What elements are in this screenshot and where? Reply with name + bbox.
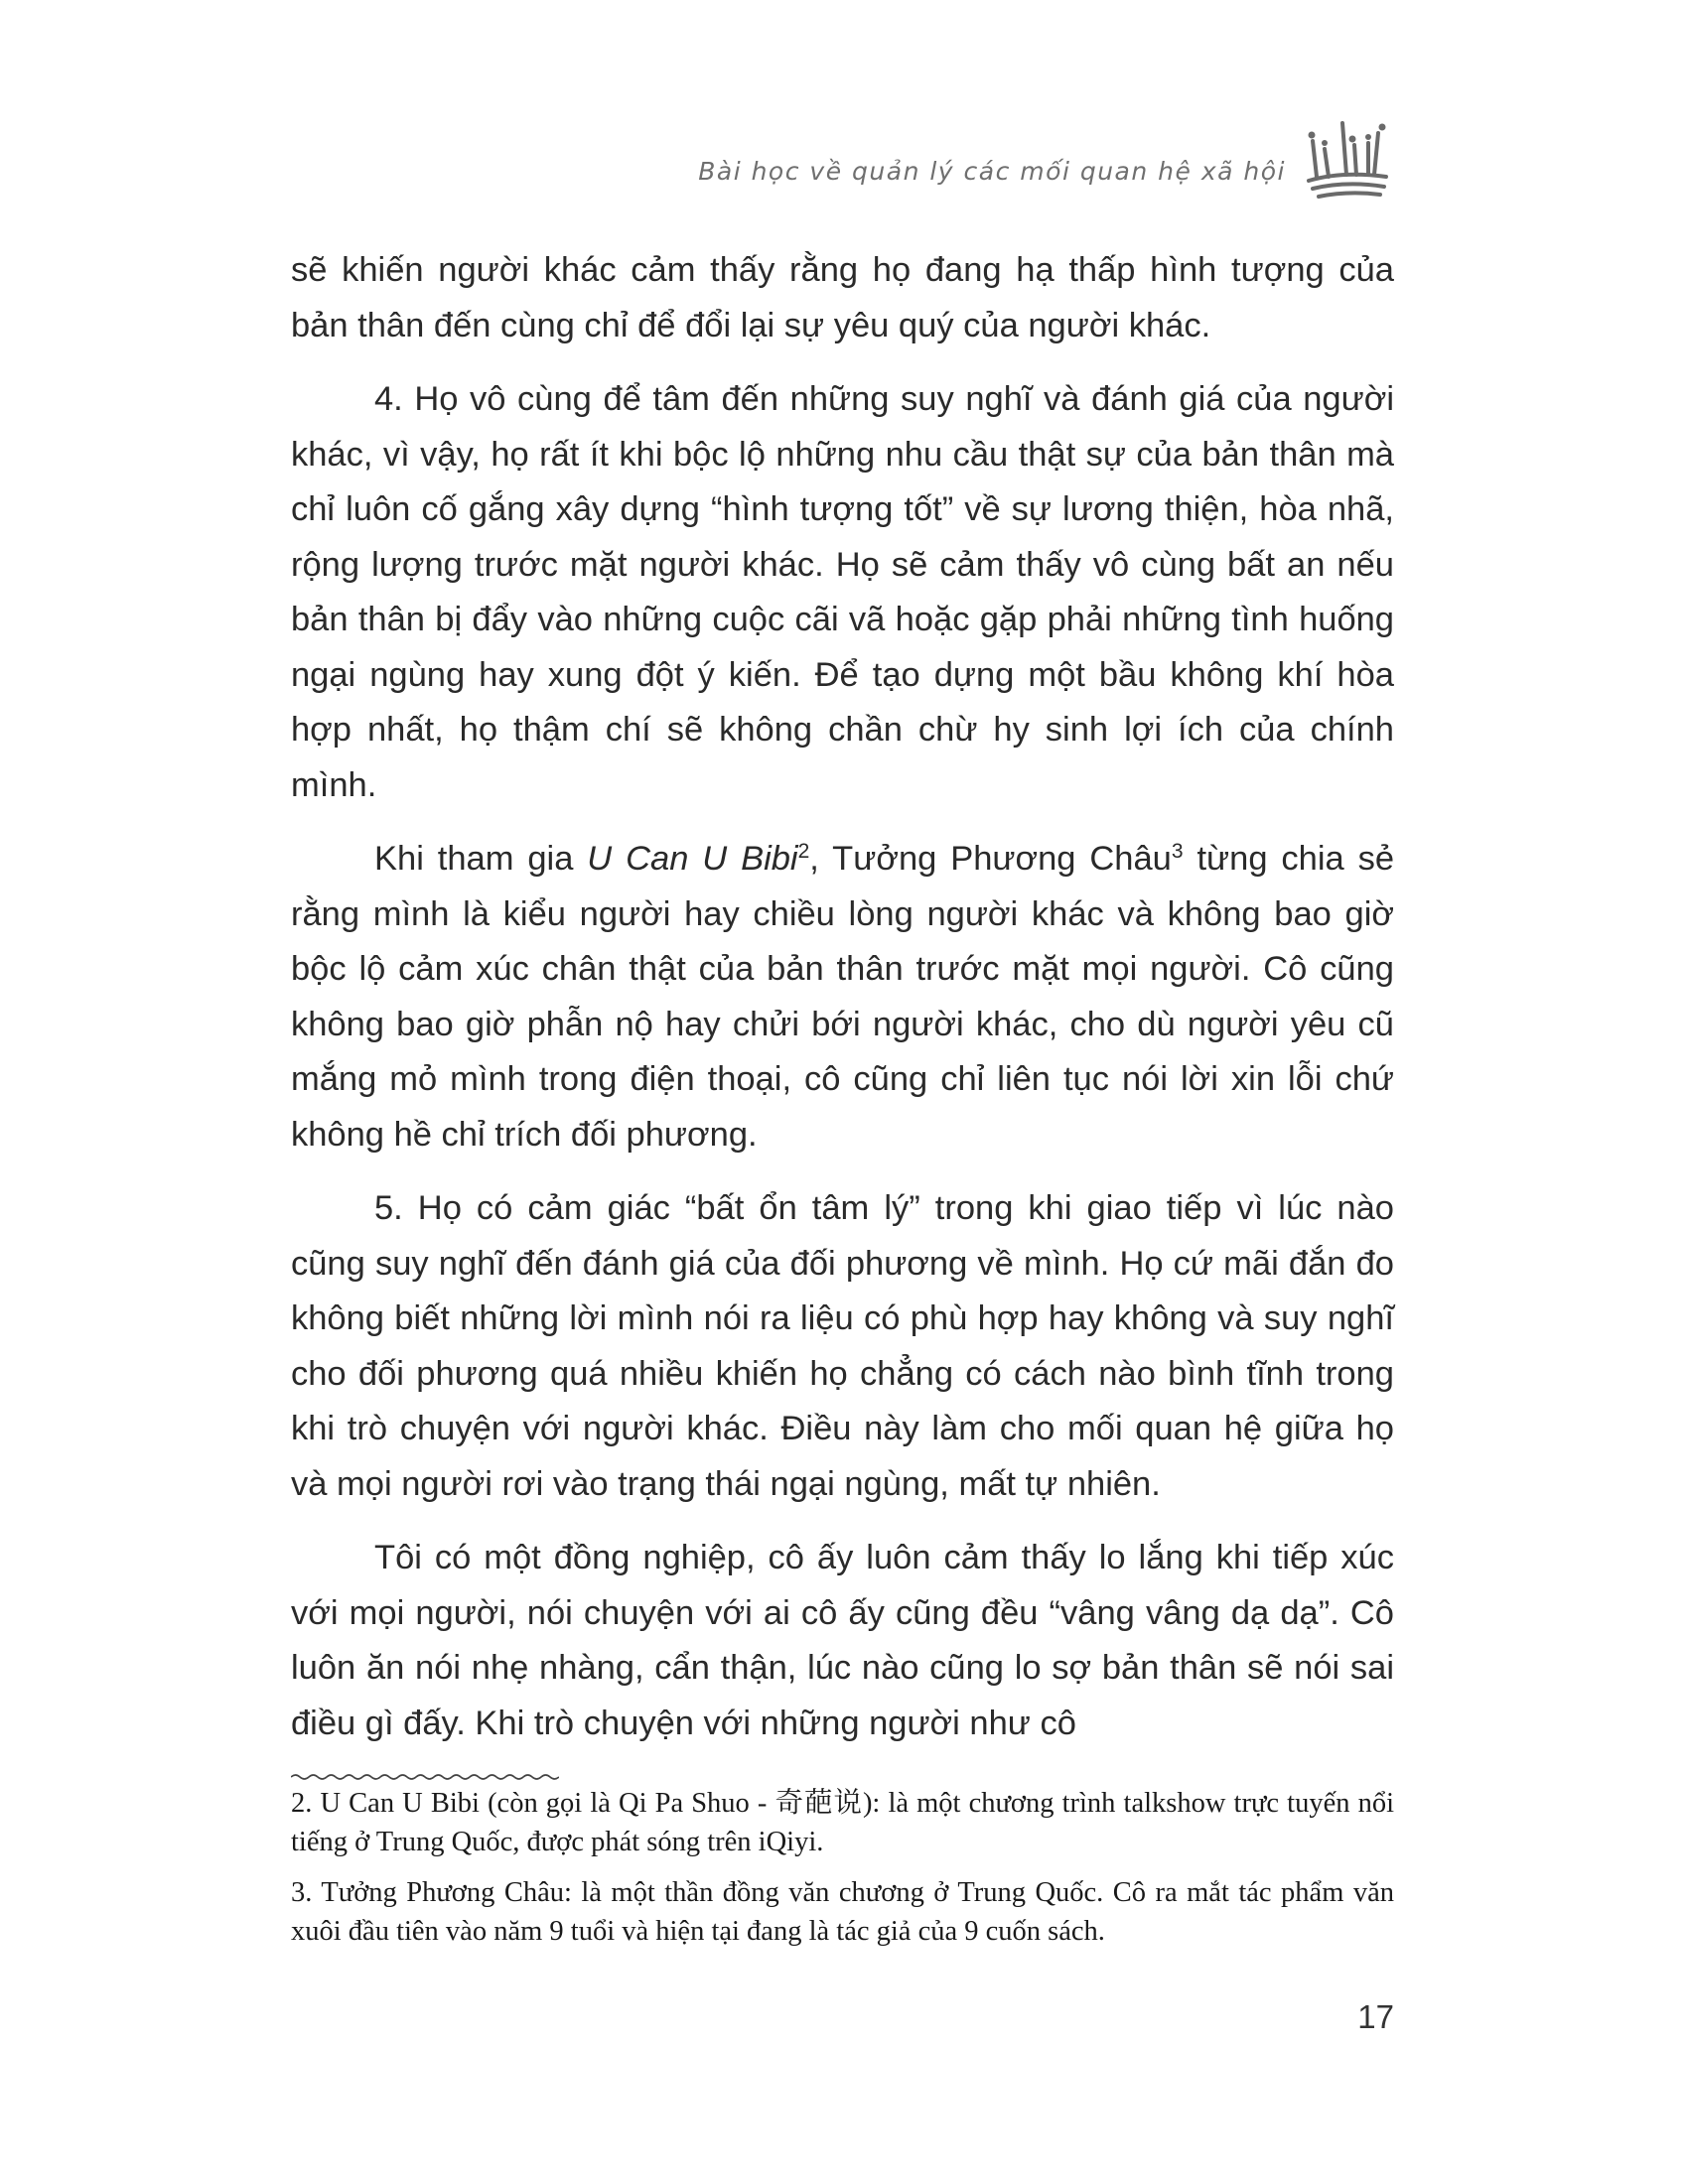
footnote-2: 2. U Can U Bibi (còn gọi là Qi Pa Shuo - 奇葩说): là một chương trình talkshow trực tuyến nổi tiếng ở Trung Quốc, được phát sóng trên iQiyi.	[291, 1788, 1394, 1857]
paragraph-3-mid: , Tưởng Phương Châu	[809, 840, 1172, 878]
show-title: U Can U Bibi	[587, 840, 798, 878]
footnote-divider	[291, 1771, 559, 1783]
paragraph-4: 5. Họ có cảm giác “bất ổn tâm lý” trong khi giao tiếp vì lúc nào cũng suy nghĩ đến đánh giá của đối phương về mình. Họ cứ mãi đắn đo không biết những lời mình nói ra liệu có phù hợp hay không và suy nghĩ cho đối phương quá nhiều khiến họ chẳng có cách nào bình tĩnh trong khi trò chuyện với người khác. Điều này làm cho mối quan hệ giữa họ và mọi người rơi vào trạng thái ngại ngùng, mất tự nhiên.	[291, 1189, 1394, 1503]
footnote-3: 3. Tưởng Phương Châu: là một thần đồng văn chương ở Trung Quốc. Cô ra mắt tác phẩm văn xuôi đầu tiên vào năm 9 tuổi và hiện tại đang là tác giả của 9 cuốn sách.	[291, 1877, 1394, 1947]
paragraph-5: Tôi có một đồng nghiệp, cô ấy luôn cảm thấy lo lắng khi tiếp xúc với mọi người, nói chuyện với ai cô ấy cũng đều “vâng vâng dạ dạ”. Cô luôn ăn nói nhẹ nhàng, cẩn thận, lúc nào cũng lo sợ bản thân sẽ nói sai điều gì đấy. Khi trò chuyện với những người như cô	[291, 1539, 1394, 1742]
footnote-ref-2: 2	[797, 840, 810, 863]
page-number: 17	[1357, 1998, 1394, 2035]
running-header-title: Bài học về quản lý các mối quan hệ xã hội	[698, 157, 1286, 186]
paragraph-3-rest: từng chia sẻ rằng mình là kiểu người hay chiều lòng người khác và không bao giờ bộc lộ cảm xúc chân thật của bản thân trước mặt mọi người. Cô cũng không bao giờ phẫn nộ hay chửi bới người khác, cho dù người yêu cũ mắng mỏ mình trong điện thoại, cô cũng chỉ liên tục nói lời xin lỗi chứ không hề chỉ trích đối phương.	[291, 840, 1395, 1154]
paragraph-1: sẽ khiến người khác cảm thấy rằng họ đang hạ thấp hình tượng của bản thân đến cùng chỉ để đổi lại sự yêu quý của người khác.	[291, 251, 1394, 344]
paragraph-2: 4. Họ vô cùng để tâm đến những suy nghĩ và đánh giá của người khác, vì vậy, họ rất ít khi bộc lộ những nhu cầu thật sự của bản thân mà chỉ luôn cố gắng xây dựng “hình tượng tốt” về sự lương thiện, hòa nhã, rộng lượng trước mặt người khác. Họ sẽ cảm thấy vô cùng bất an nếu bản thân bị đẩy vào những cuộc cãi vã hoặc gặp phải những tình huống ngại ngùng hay xung đột ý kiến. Để tạo dựng một bầu không khí hòa hợp nhất, họ thậm chí sẽ không chần chừ hy sinh lợi ích của chính mình.	[291, 380, 1394, 804]
footnotes	[291, 1784, 1394, 1963]
crown-icon	[1303, 119, 1392, 203]
body-text	[291, 243, 1394, 1751]
paragraph-3	[291, 832, 1394, 1162]
footnote-ref-3: 3	[1171, 840, 1184, 863]
paragraph-3-lead: Khi tham gia	[374, 840, 588, 878]
running-header	[695, 119, 1688, 228]
